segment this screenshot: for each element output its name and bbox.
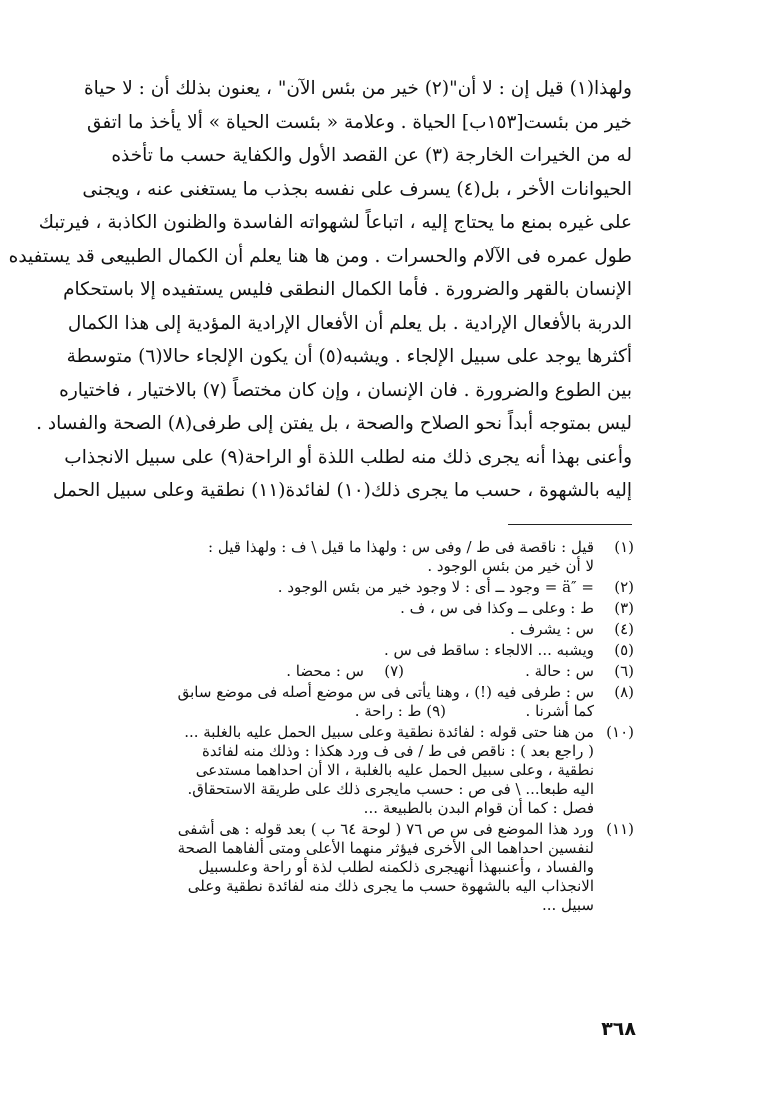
footnote-number: (١١) (606, 820, 634, 838)
body-line: أكثرها يوجد على سبيل الإلجاء . ويشبه(٥) أن يكون الإلجاء حالا(٦) متوسطة (66, 346, 632, 367)
footnote-11 (138, 820, 634, 915)
footnote-2 (138, 578, 634, 597)
footnote-line: الانجذاب اليه بالشهوة حسب ما يجرى ذلك منه لفائدة نطقية وعلى (187, 877, 594, 895)
footnote-line: من هنا حتى قوله : لفائدة نطقية وعلى سبيل الحمل عليه بالغلبة ... (184, 723, 594, 741)
footnote-line: لنفسين احداهما الى الأخرى فيؤثر منهما الأعلى ومتى ألفاهما الصحة (177, 839, 594, 857)
footnote-1 (138, 538, 634, 576)
footnote-3 (138, 599, 634, 618)
footnotes-section (138, 538, 634, 917)
footnote-text: ويشبه ... الالجاء : ساقط فى س . (384, 641, 594, 659)
footnote-line: س : طرفى فيه (!) ، وهنا يأتى فى س موضع أصله فى موضع سابق (177, 683, 594, 701)
footnote-text: س : محضا . (286, 662, 364, 680)
page-number: ٣٦٨ (601, 1018, 636, 1040)
body-line: ولهذا(١) قيل إن : لا أن"(٢) خير من بئس الآن" ، يعنون بذلك أن : لا حياة (83, 78, 632, 99)
body-line: الإنسان بالقهر والضرورة . فأما الكمال النطقى فليس يستفيده إلا باستحكام (63, 279, 632, 300)
footnote-4 (138, 620, 634, 639)
main-body-text (8, 72, 632, 508)
footnote-number: (١) (614, 538, 634, 556)
footnote-line: نطقية ، وعلى سبيل الحمل عليه بالغلبة ، الا أن احداهما مستدعى (195, 761, 594, 779)
body-line: طول عمره فى الآلام والحسرات . ومن ها هنا يعلم أن الكمال الطبيعى قد يستفيده (8, 245, 632, 267)
footnote-line: فصل : كما أن قوام البدن بالطبيعة ... (363, 799, 594, 817)
footnote-text: كما أشرنا . (525, 702, 594, 720)
footnote-6-7 (138, 662, 634, 681)
footnote-number: (٧) (384, 662, 404, 680)
footnote-number: (٦) (614, 662, 634, 680)
body-line: ليس بمتوجه أبداً نحو الصلاح والصحة ، بل يفتن إلى طرفى(٨) الصحة والفساد . (36, 413, 632, 434)
body-line: على غيره بمنع ما يحتاج إليه ، اتباعاً لشهواته الفاسدة والظنون الكاذبة ، فيرتبك (38, 212, 632, 233)
body-line: الحيوانات الأخر ، بل(٤) يسرف على نفسه بجذب ما يستغنى عنه ، ويجنى (82, 178, 632, 200)
footnote-number: (٩) (426, 702, 446, 720)
footnote-5 (138, 641, 634, 660)
body-line: له من الخيرات الخارجة (٣) عن القصد الأول والكفاية حسب ما تأخذه (111, 145, 632, 166)
body-line: بين الطوع والضرورة . فان الإنسان ، وإن كان مختصاً (٧) بالاختيار ، فاختياره (59, 379, 632, 401)
body-line: إليه بالشهوة ، حسب ما يجرى ذلك(١٠) لفائدة(١١) نطقية وعلى سبيل الحمل (52, 480, 632, 501)
footnote-text: س : حالة . (525, 662, 594, 680)
footnote-number: (٣) (614, 599, 634, 617)
footnote-text: ط : وعلى ــ وكذا فى س ، ف . (400, 599, 594, 617)
footnote-separator (508, 524, 632, 525)
body-line: الدربة بالأفعال الإرادية . بل يعلم أن الأفعال الإرادية المؤدية إلى هذا الكمال (67, 312, 632, 334)
footnote-text: ط : راحة . (354, 702, 422, 720)
footnote-line: سبيل ... (541, 896, 594, 914)
footnote-text: س : يشرف . (510, 620, 594, 638)
footnote-line: والفساد ، وأعنىبهذا أنهيجرى ذلكمنه لطلب لذة أو راحة وعلىسبيل (198, 858, 594, 876)
footnote-line: لا أن خير من بئس الوجود . (427, 557, 594, 575)
footnote-number: (٢) (614, 578, 634, 596)
footnote-number: (٨) (614, 683, 634, 701)
footnote-line: قيل : ناقصة فى ط / وفى س : ولهذا ما قيل \ ف : ولهذا قيل : (208, 538, 594, 556)
body-line: وأعنى بهذا أنه يجرى ذلك منه لطلب اللذة أو الراحة(٩) على سبيل الانجذاب (64, 446, 632, 468)
footnote-line (138, 702, 594, 721)
footnote-line: ( راجع بعد ) : ناقص فى ط / فى ف ورد هكذا : وذلك منه لفائدة (202, 742, 594, 760)
footnote-line: اليه طبعا... \ فى ص : حسب مايجرى ذلك على طريقة الاستحقاق. (187, 780, 594, 798)
footnote-8 (138, 683, 634, 721)
footnote-10 (138, 723, 634, 818)
footnote-line: ورد هذا الموضع فى س ص ٧٦ ( لوحة ٦٤ ب ) بعد قوله : هى أشفى (177, 820, 594, 838)
footnote-number: (٥) (614, 641, 634, 659)
footnote-text: = ″ä = وجود ــ أى : لا وجود خير من بئس الوجود . (277, 578, 594, 596)
footnote-number: (٤) (614, 620, 634, 638)
body-line: خير من بئست[١٥٣ب] الحياة . وعلامة « بئست الحياة » ألا يأخذ ما اتفق (86, 111, 632, 133)
footnote-number: (١٠) (606, 723, 634, 741)
